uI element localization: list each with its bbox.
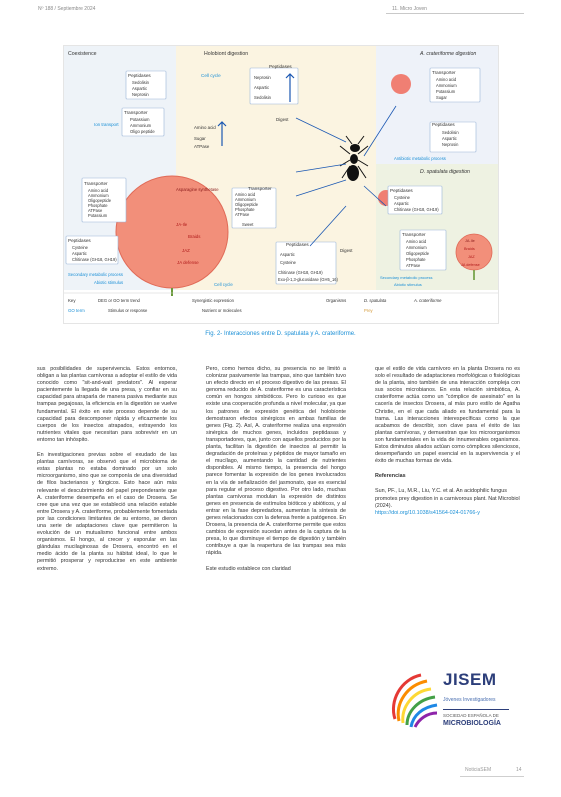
plant-pep-3: Chitinase (GH18, GH19)	[72, 257, 117, 262]
digest-bottom: Digest	[340, 248, 353, 253]
fungus-tr-4: Sugar	[436, 95, 447, 100]
legend-nutrient: Nutrient or molecules	[202, 308, 242, 313]
plant-tr-1: Amino acid	[88, 188, 109, 193]
coex-peptidases-title: Peptidases	[128, 73, 151, 78]
center-pep-3: Sedolisin	[254, 95, 271, 100]
panel-title-d: D. spatulata digestion	[420, 169, 470, 175]
panel-title-a: A. crateriforme digestion	[420, 51, 477, 57]
legend-a-name: A. crateriforme	[414, 298, 442, 303]
d-tr-5: ATPase	[406, 263, 421, 268]
figure-caption: Fig. 2- Interacciones entre D. spatulata y A. crateriforme.	[205, 331, 356, 337]
legend-stimulus: Stimulus or response	[108, 308, 148, 313]
footer-publication: NoticiaSEM	[465, 767, 492, 773]
legend-d-name: D. spatulata	[364, 298, 387, 303]
jisem-swirl-icon	[387, 669, 439, 729]
column-2	[206, 366, 346, 581]
center-item-3: ATPase	[194, 144, 210, 149]
mid-peptidases-title: Peptidases	[286, 242, 309, 247]
mid-tr-5: ATPase	[235, 212, 250, 217]
plant-tr-2: Ammonium	[88, 193, 109, 198]
header-rule	[386, 13, 524, 14]
d-tr-3: Oligopeptide	[406, 251, 429, 256]
ion-transport-label: Ion transport	[94, 122, 119, 127]
plant-inner-4: JAZ	[182, 248, 190, 253]
plant-transporter-title: Transporter	[84, 181, 108, 186]
d-secondary: Secondary metabolic process	[380, 275, 433, 280]
center-item-1: Amino acid	[194, 125, 216, 130]
column-1	[37, 366, 177, 581]
mid-transporter-title: Transporter	[248, 186, 272, 191]
d-inner-4: JA defense	[461, 263, 480, 267]
legend-synergistic: Synergistic expression	[192, 298, 234, 303]
plant-inner-2: JA-Ile	[176, 222, 188, 227]
cell-cycle-bottom: Cell cycle	[214, 282, 233, 287]
references-title: Referencias	[375, 473, 406, 480]
page-number: 14	[516, 767, 522, 773]
fungus-peptidases-title: Peptidases	[432, 122, 455, 127]
coex-transporter-title: Transporter	[124, 110, 148, 115]
legend-go-term: GO term	[68, 308, 85, 313]
footer-rule	[460, 776, 524, 777]
d-transporter-title: Transporter	[402, 232, 426, 237]
center-pep-1: Neprosin	[254, 75, 271, 80]
fungus-transporter-title: Transporter	[432, 70, 456, 75]
center-pep-2: Aspartic	[254, 85, 270, 90]
fungus-top	[391, 74, 411, 94]
d-abiotic: Abiotic stimulus	[394, 282, 422, 287]
d-tr-1: Amino acid	[406, 239, 427, 244]
d-pep-2: Aspartic	[394, 201, 409, 206]
plant-tr-5: ATPase	[88, 208, 103, 213]
jisem-society: SOCIEDAD ESPAÑOLA DE	[443, 713, 499, 718]
plant-tr-6: Potassium	[88, 213, 108, 218]
panel-title-holobiont: Holobiont digestion	[204, 51, 249, 57]
plant-inner-1: Asparagine synthetase	[176, 187, 219, 192]
plant-inner-3: Braids	[188, 234, 201, 239]
plant-pep-2: Aspartic	[72, 251, 87, 256]
mid-pep-2: Cysteine	[280, 260, 296, 265]
logo-rule	[443, 709, 509, 710]
jisem-sub: Jóvenes Investigadores	[443, 697, 496, 703]
plant-tr-4: Phosphate	[88, 203, 108, 208]
plant-pep-1: Cysteine	[72, 245, 88, 250]
mid-pep-1: Aspartic	[280, 252, 295, 257]
d-tr-2: Ammonium	[406, 245, 427, 250]
coex-tr-2: Ammonium	[130, 123, 152, 128]
d-inner-3: JAZ	[468, 255, 475, 259]
mid-tr-6: Sweet	[242, 222, 254, 227]
fungus-pep-2: Aspartic	[442, 136, 457, 141]
reference-doi-link[interactable]: https://doi.org/10.1038/s41564-024-01766-y	[375, 509, 480, 516]
col2-para-2: Este estudio establece con claridad	[206, 565, 291, 572]
d-inner-2: Braids	[464, 247, 475, 251]
coex-pep-2: Aspartic	[132, 86, 148, 91]
col1-para-2: En investigaciones previas sobre el exudado de las plantas carnívoras, se observó que el microbioma de estas plantas no estaba dominado por un solo microorganismo, sino que se componía de una diversidad de filos bacterianos y fúngicos. Esto hace aún más relevante el descubrimiento del papel preponderante que A. crateriforme desempeña en el caso de Drosera. Se cree que una vez que se estableció una relación estable entre Drosera y A. crateriforme, probablemente fomentada por las condiciones limitantes de su entorno, se dieron una serie de adaptaciones clave que permitieron la evolución de un mutualismo funcional entre ambos organismos. El hongo, al crecer y esporular en las glándulas mucilaginosas de Drosera, encontró en el medio ácido de la planta su hábitat ideal, lo que le permitió prosperar y reproducirse en este ambiente extremo.	[37, 452, 177, 572]
fungus-pep-3: Neprosin	[442, 142, 459, 147]
coex-tr-3: Oligo peptide	[130, 129, 155, 134]
coex-pep-1: Sedolisin	[132, 80, 149, 85]
plant-circle	[116, 176, 228, 288]
col3-para-1: que el estilo de vida carnívoro en la planta Drosera no es solo el resultado de adaptaciones morfológicas o fisiológicas de la planta, sino también de una interacción compleja con sus socios microbianos. En esta relación simbiótica, A. crateriforme actúa como un "cómplice de asesinato" en la cacería de insectos Drosera, al más puro estilo de Agatha Christie, en el que cada aliado es fundamental para la trama. Las interacciones interespecíficas como la que acabamos de describir, son clave para el éxito de las plantas carnívoras, y demuestran que los microorganismos son fundamentales en la vida de innumerables organismos. Estos diminutos aliados actúan como cómplices silenciosos, desempeñando un papel esencial en la supervivencia y el éxito de muchas formas de vida.	[375, 366, 520, 465]
jisem-micro: MICROBIOLOGÍA	[443, 720, 501, 727]
fungus-pep-1: Sedolisin	[442, 130, 459, 135]
antibiotic-process: Antibiotic metabolic process	[394, 156, 446, 161]
mid-tr-2: Ammonium	[235, 197, 256, 202]
reference-text: Sun, PF., Lu, M.R., Liu, Y.C. et al. An acidophilic fungus promotes prey digestion in a carnivorous plant. Nat Microbiol (2024).	[375, 488, 520, 509]
d-peptidases-title: Peptidases	[390, 188, 413, 193]
panel-title-coexistence: Coexistence	[68, 51, 97, 57]
abiotic-stimulus: Abiotic stimulus	[94, 280, 124, 285]
d-inner-1: JA-Ile	[465, 239, 475, 243]
jisem-logo	[387, 669, 527, 749]
d-tr-4: Phosphate	[406, 257, 426, 262]
mid-tr-1: Amino acid	[235, 192, 256, 197]
fungus-tr-1: Amino acid	[436, 77, 457, 82]
interaction-figure	[63, 45, 499, 324]
legend-organisms: Organisms	[326, 298, 347, 303]
plant-tr-3: Oligopeptide	[88, 198, 111, 203]
col2-para-1: Pero, como hemos dicho, su presencia no se limitó a colonizar pasivamente las trampas, sino que también tuvo un efecto directo en el proceso digestivo de las presas. El genoma reducido de A. crateriforme es una característica común en hongos simbióticos. Pero lo curioso es que existe una cooperación profunda a nivel molecular, ya que los patrones de expresión genética del holobionte demostraron efectos sinérgicos en ambas familias de genes (Fig. 2). Así, A. crateriforme realiza una expresión sinérgica de muchos genes, incluidos peptidasas y transportadores, que, junto con aquellos producidos por la planta, facilitan la digestión de insectos al permitir la degradación de proteínas y péptidos de mayor tamaño en el mucílago, aumentando la cantidad de nutrientes disponibles. Al mismo tiempo, la presencia del hongo parece fomentar la expresión de los genes involucrados en la vía de señalización del jasmonato, que es esencial para regular el proceso digestivo. Por otro lado, muchas plantas carnívoras modulan la expresión de distintos genes en presencia de estímulos bióticos y abióticos, y al entrar en la fase depredadora, aumentan la síntesis de genes relacionados con la defensa frente a patógenos. En Drosera, la presencia de A. crateriforme permite que estos cambios de expresión sucedan antes de la captura de la presa, lo que disminuye el tiempo de digestión y también contribuye a que la reapertura de las trampas sea más rápida.	[206, 366, 346, 557]
legend-key: Key	[68, 298, 76, 303]
col1-para-1: sus posibilidades de supervivencia. Estos entornos, obligan a las plantas carnívoras a adoptar el estilo de vida conocido como "sit-and-wait predators". Al esperar pacientemente la llegada de una presa, y confiar en su capacidad para atraparla de manera pasiva mediante sus trampas pegajosas, la eficiencia en la digestión se vuelve fundamental. El éxito en este proceso depende de su capacidad para descomponer rápida y eficazmente los cuerpos de los insectos atrapados, extrayendo los nutrientes vitales que necesitan para sobrevivir en un entorno tan inhóspito.	[37, 366, 177, 443]
legend-prey: Prey	[364, 308, 373, 313]
column-3	[375, 366, 520, 517]
d-pep-1: Cysteine	[394, 195, 410, 200]
mid-tr-3: Oligopeptide	[235, 202, 258, 207]
mid-tr-4: Phosphate	[235, 207, 255, 212]
mid-chitinase: Chitinase (GH18, GH19)	[278, 270, 323, 275]
coex-tr-1: Potassium	[130, 117, 150, 122]
coex-pep-3: Neprosin	[132, 92, 149, 97]
legend-trend: DEG or GO term trend	[98, 298, 140, 303]
center-peptidases-title: Peptidases	[269, 64, 292, 69]
secondary-process: Secondary metabolic process	[68, 272, 123, 277]
jisem-brand: JISEM	[443, 670, 497, 689]
fungus-tr-2: Ammonium	[436, 83, 457, 88]
issue-label: Nº 188 / Septiembre 2024	[38, 6, 96, 12]
fungus-tr-3: Potassium	[436, 89, 456, 94]
section-label: 11. Micro Joven	[392, 6, 427, 12]
d-digestion-panel	[376, 164, 498, 290]
plant-peptidases-title: Peptidases	[68, 238, 91, 243]
plant-inner-5: JA defense	[177, 260, 199, 265]
mid-exo: Exo-β-1,3-glucosidase (GH5_16)	[278, 277, 338, 282]
digest-top: Digest	[276, 117, 289, 122]
center-item-2: Sugar	[194, 136, 206, 141]
d-pep-3: Chitinase (GH18, GH19)	[394, 207, 439, 212]
cell-cycle-top: Cell cycle	[201, 73, 221, 78]
